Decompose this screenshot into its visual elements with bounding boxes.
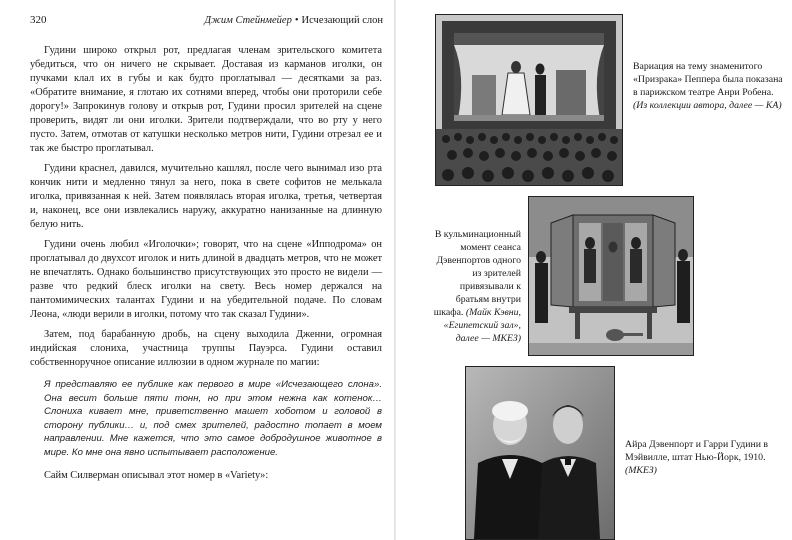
block-quote: Я представляю ее публике как первого в мире «Исчезающего слона». Она весит больше пяти тонн, но при этом нежна как котенок… Слониха кивает мне, приветственно машет хоботом и головой в сторону публики… и, под смех зрителей, радостно топает в моем направлении. Мне кажется, что это самое добродушное животное в мире. Ко мне она явно испытывает расположение. (44, 379, 382, 458)
running-head-chapter: Исчезающий слон (301, 15, 383, 26)
davenport-cabinet-image (528, 196, 694, 356)
running-head-separator: • (294, 15, 299, 26)
running-head-author: Джим Стейнмейер (204, 15, 292, 26)
caption-text: Айра Дэвенпорт и Гарри Гудини в Мэйвилле, штат Нью-Йорк, 1910. (625, 439, 769, 463)
theatre-engraving-image (435, 14, 623, 186)
paragraph: Затем, под барабанную дробь, на сцену выходила Дженни, огромная индийская слониха, участница труппы Пауэрса. Гудини оставил собственноручное описание иллюзии в одном журнале по магии: (30, 329, 382, 368)
figure-caption-1 (633, 60, 783, 112)
davenport-houdini-photo (465, 366, 615, 540)
caption-text: В кульминационный момент сеанса Дэвенпортов одного из зрителей привязывали к братьям внутри шкафа. (433, 229, 521, 318)
running-head-title (204, 15, 383, 26)
paragraph: Гудини широко открыл рот, предлагая членам зрительского комитета убедиться, что он ничего не скрывает. Доставая из карманов иголки, он пучками клал их в губы и как будто проглатывал — десятками за раз. «Обратите внимание, я глотаю их сотнями вперед, чтобы они проторили себе дорогу!» Запрокинув голову и открыв рот, Гудини просил зрителей на сцене проверить, видят ли они иголки. Зрители подтверждали, что во рту у него пусто. Затем, отмотав от катушки несколько метров нити, Гудини отрезал ее и так же быстро проглатывал. (30, 45, 382, 154)
caption-credit: (Майк Кэвни, «Египетский зал», далее — МКЕЗ) (443, 307, 521, 344)
figure-caption-3 (625, 438, 785, 477)
right-page (395, 0, 792, 540)
caption-credit: (МКЕЗ) (625, 465, 657, 476)
paragraph: Гудини краснел, давился, мучительно кашлял, после чего вынимал изо рта кончик нити и медленно тянул за него, пока в свете софитов не мелькала иголка, привязанная к ней. Затем появлялась вторая иголка, третья, четвертая и, наконец, все они извлекались наружу, аккуратно нанизанные на длинную белую нить. (30, 163, 382, 230)
page-number: 320 (30, 14, 47, 26)
caption-text: Вариация на тему знаменитого «Призрака» Пеппера была показана в парижском театре Анри Робена. (633, 61, 783, 98)
paragraph: Гудини очень любил «Иголочки»; говорят, что на сцене «Ипподрома» он проглатывал до двухсот иголок и нить длиной в двадцать метров, что не может не впечатлять. Однако большинство присутствующих это просто не видели — разве что редкий блеск иголки на свету. Весь номер держался на пантомимических талантах Гудини и на убедительной подаче. По словам Леона, «люди верили в иголки, потому что так сказал Гудини». (30, 239, 382, 320)
body-text (30, 44, 382, 489)
caption-credit: (Из коллекции автора, далее — КА) (633, 100, 782, 111)
paragraph: Сайм Силверман описывал этот номер в «Variety»: (44, 470, 269, 481)
running-head (30, 14, 383, 28)
figure-caption-2 (429, 228, 521, 345)
left-page (0, 0, 395, 540)
